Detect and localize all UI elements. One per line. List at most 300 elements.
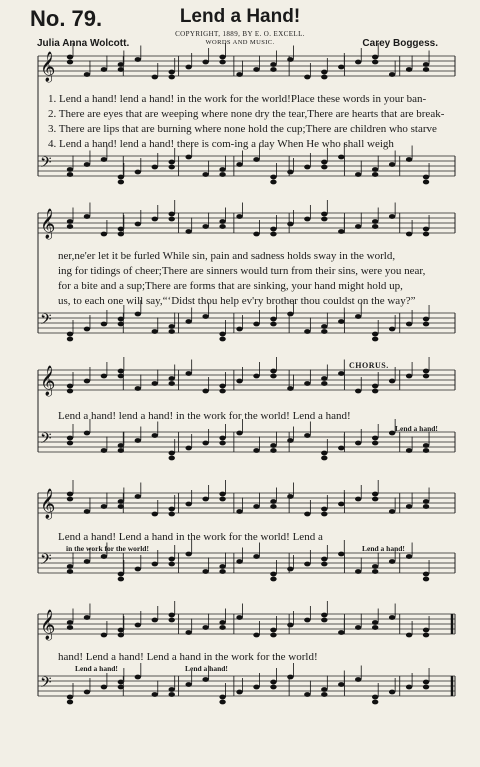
note-head <box>372 332 378 337</box>
note-head <box>185 155 191 160</box>
note-head <box>372 219 378 224</box>
note-head <box>406 504 412 509</box>
note-head <box>253 157 259 162</box>
note-head <box>372 389 378 394</box>
note-head <box>270 628 276 633</box>
note-head <box>287 170 293 175</box>
bass-clef: 𝄢 <box>40 154 52 175</box>
note-head <box>67 332 73 337</box>
note-head <box>67 497 73 502</box>
note-head <box>101 157 107 162</box>
treble-clef: 𝄞 <box>40 366 56 396</box>
note-head <box>219 497 225 502</box>
note-head <box>84 615 90 620</box>
note-head <box>372 384 378 389</box>
bass-clef: 𝄢 <box>40 551 52 572</box>
note-head <box>67 384 73 389</box>
note-head <box>169 456 175 461</box>
note-head <box>406 157 412 162</box>
note-head <box>101 633 107 638</box>
note-head <box>67 60 73 65</box>
note-head <box>338 371 344 376</box>
note-head <box>338 552 344 557</box>
note-head <box>169 512 175 517</box>
note-head <box>338 446 344 451</box>
note-head <box>185 371 191 376</box>
note-head <box>236 379 242 384</box>
note-head <box>372 55 378 60</box>
note-head <box>253 322 259 327</box>
note-head <box>406 685 412 690</box>
verse-3-line-1: 3. There are lips that are burning where none hold the cup;There are children who starve <box>48 123 437 135</box>
note-head <box>304 329 310 334</box>
note-head <box>304 381 310 386</box>
note-head <box>185 552 191 557</box>
note-head <box>135 675 141 680</box>
note-head <box>338 630 344 635</box>
note-head <box>202 625 208 630</box>
note-head <box>355 677 361 682</box>
note-head <box>287 567 293 572</box>
note-head <box>101 232 107 237</box>
note-head <box>84 690 90 695</box>
note-head <box>423 322 429 327</box>
note-head <box>135 567 141 572</box>
note-head <box>321 160 327 165</box>
note-head <box>219 167 225 172</box>
chorus-line-2-echo-a: in the work for the world! <box>66 544 149 553</box>
hymn-number: No. 79. <box>30 6 103 31</box>
note-head <box>372 492 378 497</box>
note-head <box>406 633 412 638</box>
note-head <box>219 384 225 389</box>
note-head <box>152 692 158 697</box>
note-head <box>270 685 276 690</box>
note-head <box>152 75 158 80</box>
note-head <box>236 509 242 514</box>
note-head <box>372 625 378 630</box>
note-head <box>287 438 293 443</box>
note-head <box>67 55 73 60</box>
note-head <box>219 625 225 630</box>
note-head <box>304 433 310 438</box>
note-head <box>152 618 158 623</box>
note-head <box>169 160 175 165</box>
note-head <box>219 219 225 224</box>
verse-4-line-2: us, to each one will say,“‘Didst thou help ev'ry brother thou couldst on the way?” <box>58 295 416 307</box>
note-head <box>423 504 429 509</box>
note-head <box>67 695 73 700</box>
note-head <box>84 559 90 564</box>
note-head <box>389 690 395 695</box>
note-head <box>253 633 259 638</box>
note-head <box>219 441 225 446</box>
note-head <box>355 172 361 177</box>
note-head <box>236 690 242 695</box>
note-head <box>219 569 225 574</box>
note-head <box>202 441 208 446</box>
note-head <box>67 569 73 574</box>
note-head <box>253 374 259 379</box>
note-head <box>304 165 310 170</box>
note-head <box>185 502 191 507</box>
note-head <box>423 180 429 185</box>
note-head <box>169 507 175 512</box>
note-head <box>423 685 429 690</box>
note-head <box>202 569 208 574</box>
note-head <box>253 232 259 237</box>
note-head <box>270 680 276 685</box>
note-head <box>423 577 429 582</box>
note-head <box>253 685 259 690</box>
note-head <box>270 227 276 232</box>
note-head <box>406 67 412 72</box>
note-head <box>101 504 107 509</box>
note-head <box>84 509 90 514</box>
note-head <box>304 562 310 567</box>
note-head <box>219 695 225 700</box>
note-head <box>287 623 293 628</box>
note-head <box>423 62 429 67</box>
note-head <box>67 620 73 625</box>
note-head <box>169 70 175 75</box>
note-head <box>321 75 327 80</box>
note-head <box>338 682 344 687</box>
note-head <box>270 322 276 327</box>
note-head <box>423 317 429 322</box>
note-head <box>101 685 107 690</box>
note-head <box>321 456 327 461</box>
note-head <box>406 322 412 327</box>
hymn-title: Lend a Hand! <box>179 6 301 27</box>
note-head <box>270 369 276 374</box>
note-head <box>287 312 293 317</box>
note-head <box>270 62 276 67</box>
note-head <box>389 214 395 219</box>
note-head <box>338 229 344 234</box>
note-head <box>287 57 293 62</box>
note-head <box>270 67 276 72</box>
note-head <box>355 389 361 394</box>
note-head <box>202 60 208 65</box>
note-head <box>287 675 293 680</box>
chorus-line-1: Lend a hand! lend a hand! in the work for the world! Lend a hand! <box>58 410 351 422</box>
note-head <box>270 448 276 453</box>
note-head <box>372 497 378 502</box>
note-head <box>355 314 361 319</box>
note-head <box>423 628 429 633</box>
note-head <box>270 317 276 322</box>
note-head <box>287 386 293 391</box>
note-head <box>423 499 429 504</box>
note-head <box>84 431 90 436</box>
verse-3-line-2: for a bite and a sup;There are forms that are sinking, your hand might hold up, <box>58 280 403 292</box>
note-head <box>321 692 327 697</box>
note-head <box>338 319 344 324</box>
note-head <box>372 337 378 342</box>
note-head <box>185 229 191 234</box>
note-head <box>101 67 107 72</box>
note-head <box>219 389 225 394</box>
note-head <box>67 337 73 342</box>
note-head <box>101 374 107 379</box>
note-head <box>152 433 158 438</box>
note-head <box>135 386 141 391</box>
bass-clef: 𝄢 <box>40 674 52 695</box>
note-head <box>236 327 242 332</box>
verse-2-line-2: ing for tidings of cheer;There are sinners would turn from their sins, were you near, <box>58 265 426 277</box>
note-head <box>135 623 141 628</box>
note-head <box>135 170 141 175</box>
note-head <box>236 559 242 564</box>
note-head <box>67 167 73 172</box>
note-head <box>355 497 361 502</box>
note-head <box>321 451 327 456</box>
note-head <box>389 379 395 384</box>
note-head <box>389 327 395 332</box>
note-head <box>406 374 412 379</box>
note-head <box>219 332 225 337</box>
note-head <box>338 155 344 160</box>
note-head <box>321 212 327 217</box>
note-head <box>270 499 276 504</box>
note-head <box>219 700 225 705</box>
note-head <box>169 376 175 381</box>
note-head <box>118 180 124 185</box>
note-head <box>169 687 175 692</box>
note-head <box>135 222 141 227</box>
note-head <box>321 512 327 517</box>
note-head <box>152 381 158 386</box>
note-head <box>169 324 175 329</box>
note-head <box>287 494 293 499</box>
note-head <box>253 554 259 559</box>
note-head <box>152 562 158 567</box>
note-head <box>321 70 327 75</box>
note-head <box>270 232 276 237</box>
note-head <box>135 438 141 443</box>
note-head <box>67 700 73 705</box>
note-head <box>270 374 276 379</box>
note-head <box>287 222 293 227</box>
note-head <box>152 329 158 334</box>
note-head <box>321 381 327 386</box>
note-head <box>185 630 191 635</box>
note-head <box>355 625 361 630</box>
note-head <box>321 376 327 381</box>
note-head <box>219 337 225 342</box>
note-head <box>67 564 73 569</box>
note-head <box>202 224 208 229</box>
note-head <box>372 695 378 700</box>
note-head <box>84 72 90 77</box>
note-head <box>101 448 107 453</box>
note-head <box>321 687 327 692</box>
verse-1-line-2: ner,ne'er let it be furled While sin, pain and sadness holds sway in the world, <box>58 250 396 262</box>
composer-name: Carey Boggess. <box>362 38 438 49</box>
note-head <box>372 569 378 574</box>
note-head <box>202 314 208 319</box>
note-head <box>270 443 276 448</box>
note-head <box>355 569 361 574</box>
note-head <box>321 613 327 618</box>
note-head <box>169 613 175 618</box>
note-head <box>304 75 310 80</box>
note-head <box>169 217 175 222</box>
note-head <box>372 700 378 705</box>
note-head <box>321 562 327 567</box>
note-head <box>389 559 395 564</box>
note-head <box>304 217 310 222</box>
note-head <box>67 224 73 229</box>
note-head <box>270 504 276 509</box>
note-head <box>219 564 225 569</box>
note-head <box>135 312 141 317</box>
note-head <box>169 165 175 170</box>
note-head <box>67 172 73 177</box>
bass-clef: 𝄢 <box>40 311 52 332</box>
note-head <box>202 389 208 394</box>
note-head <box>67 441 73 446</box>
note-head <box>270 572 276 577</box>
note-head <box>423 175 429 180</box>
note-head <box>304 692 310 697</box>
chorus-line-1-echo: Lend a hand! <box>395 424 438 433</box>
note-head <box>253 504 259 509</box>
note-head <box>423 680 429 685</box>
note-head <box>219 172 225 177</box>
note-head <box>169 212 175 217</box>
note-head <box>236 615 242 620</box>
note-head <box>152 512 158 517</box>
note-head <box>202 172 208 177</box>
treble-clef: 𝄞 <box>40 610 56 640</box>
note-head <box>101 322 107 327</box>
note-head <box>270 577 276 582</box>
treble-clef: 𝄞 <box>40 209 56 239</box>
note-head <box>169 692 175 697</box>
note-head <box>84 162 90 167</box>
note-head <box>253 67 259 72</box>
note-head <box>355 224 361 229</box>
verse-1-line-1: 1. Lend a hand! lend a hand! in the work for the world!Place these words in your ban- <box>48 93 427 105</box>
note-head <box>118 577 124 582</box>
note-head <box>389 72 395 77</box>
note-head <box>423 227 429 232</box>
note-head <box>423 443 429 448</box>
note-head <box>84 214 90 219</box>
note-head <box>406 554 412 559</box>
chorus-line-2: Lend a hand! Lend a hand in the work for the world! Lend a <box>58 531 323 543</box>
note-head <box>389 509 395 514</box>
note-head <box>423 369 429 374</box>
treble-clef: 𝄞 <box>40 489 56 519</box>
note-head <box>389 615 395 620</box>
chorus-line-2-echo-b: Lend a hand! <box>362 544 405 553</box>
note-head <box>169 381 175 386</box>
note-head <box>304 512 310 517</box>
note-head <box>169 562 175 567</box>
note-head <box>304 618 310 623</box>
chorus-label: CHORUS. <box>349 361 389 370</box>
note-head <box>321 557 327 562</box>
note-head <box>372 167 378 172</box>
note-head <box>372 436 378 441</box>
note-head <box>338 502 344 507</box>
note-head <box>321 329 327 334</box>
note-head <box>67 219 73 224</box>
note-head <box>219 60 225 65</box>
note-head <box>185 682 191 687</box>
note-head <box>253 448 259 453</box>
note-head <box>355 60 361 65</box>
note-head <box>372 441 378 446</box>
note-head <box>219 55 225 60</box>
bass-clef: 𝄢 <box>40 430 52 451</box>
note-head <box>321 507 327 512</box>
note-head <box>372 172 378 177</box>
chorus-line-3: hand! Lend a hand! Lend a hand in the work for the world! <box>58 651 318 663</box>
note-head <box>406 448 412 453</box>
note-head <box>185 65 191 70</box>
note-head <box>236 431 242 436</box>
note-head <box>169 329 175 334</box>
note-head <box>202 497 208 502</box>
note-head <box>338 65 344 70</box>
note-head <box>372 224 378 229</box>
note-head <box>270 180 276 185</box>
note-head <box>169 557 175 562</box>
note-head <box>135 57 141 62</box>
lyricist-name: Julia Anna Wolcott. <box>37 38 130 49</box>
note-head <box>185 319 191 324</box>
chorus-line-3-echo-a: Lend a hand! <box>75 664 118 673</box>
note-head <box>185 446 191 451</box>
note-head <box>321 217 327 222</box>
note-head <box>67 625 73 630</box>
note-head <box>169 75 175 80</box>
note-head <box>372 60 378 65</box>
copyright-notice: COPYRIGHT, 1889, BY E. O. EXCELL. <box>175 30 305 38</box>
note-head <box>135 494 141 499</box>
note-head <box>372 620 378 625</box>
note-head <box>169 451 175 456</box>
note-head <box>389 162 395 167</box>
chorus-line-3-echo-b: Lend a hand! <box>185 664 228 673</box>
note-head <box>67 492 73 497</box>
note-head <box>67 436 73 441</box>
note-head <box>84 327 90 332</box>
note-head <box>219 224 225 229</box>
note-head <box>67 389 73 394</box>
note-head <box>152 165 158 170</box>
note-head <box>236 214 242 219</box>
treble-clef: 𝄞 <box>40 52 56 82</box>
note-head <box>219 436 225 441</box>
note-head <box>219 620 225 625</box>
note-head <box>152 217 158 222</box>
note-head <box>423 633 429 638</box>
verse-4-line-1: 4. Lend a hand! lend a hand! there is com-ing a day When He who shall weigh <box>48 138 394 150</box>
note-head <box>321 324 327 329</box>
words-music-note: WORDS AND MUSIC. <box>205 39 275 46</box>
note-head <box>236 162 242 167</box>
note-head <box>202 677 208 682</box>
note-head <box>406 232 412 237</box>
note-head <box>423 448 429 453</box>
note-head <box>270 175 276 180</box>
note-head <box>101 554 107 559</box>
